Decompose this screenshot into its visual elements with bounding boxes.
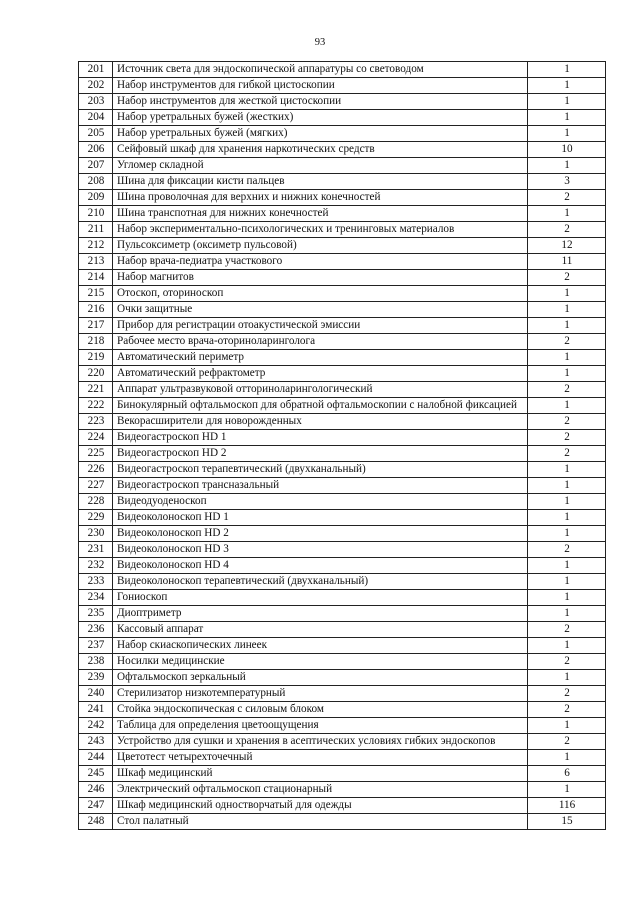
table-row xyxy=(79,158,606,174)
row-number: 238 xyxy=(79,654,113,670)
row-number: 243 xyxy=(79,734,113,750)
table-row xyxy=(79,286,606,302)
row-number: 233 xyxy=(79,574,113,590)
item-name: Набор скиаскопических линеек xyxy=(113,638,528,654)
item-name: Гониоскоп xyxy=(113,590,528,606)
item-name: Автоматический рефрактометр xyxy=(113,366,528,382)
row-number: 202 xyxy=(79,78,113,94)
item-name: Электрический офтальмоскоп стационарный xyxy=(113,782,528,798)
item-name: Офтальмоскоп зеркальный xyxy=(113,670,528,686)
table-row xyxy=(79,734,606,750)
row-number: 226 xyxy=(79,462,113,478)
table-row xyxy=(79,302,606,318)
item-name: Источник света для эндоскопической аппаратуры со световодом xyxy=(113,62,528,78)
item-quantity: 1 xyxy=(528,638,606,654)
item-quantity: 2 xyxy=(528,686,606,702)
item-quantity: 2 xyxy=(528,382,606,398)
equipment-table xyxy=(78,61,606,830)
table-row xyxy=(79,174,606,190)
row-number: 219 xyxy=(79,350,113,366)
item-quantity: 1 xyxy=(528,670,606,686)
table-row xyxy=(79,574,606,590)
item-quantity: 11 xyxy=(528,254,606,270)
row-number: 214 xyxy=(79,270,113,286)
row-number: 228 xyxy=(79,494,113,510)
item-quantity: 1 xyxy=(528,558,606,574)
row-number: 239 xyxy=(79,670,113,686)
item-quantity: 15 xyxy=(528,814,606,830)
item-name: Набор инструментов для жесткой цистоскопии xyxy=(113,94,528,110)
item-quantity: 2 xyxy=(528,430,606,446)
row-number: 203 xyxy=(79,94,113,110)
table-row xyxy=(79,654,606,670)
table-row xyxy=(79,542,606,558)
item-quantity: 1 xyxy=(528,206,606,222)
item-name: Видеогастроскоп HD 2 xyxy=(113,446,528,462)
row-number: 209 xyxy=(79,190,113,206)
table-row xyxy=(79,382,606,398)
item-name: Устройство для сушки и хранения в асептических условиях гибких эндоскопов xyxy=(113,734,528,750)
item-quantity: 1 xyxy=(528,110,606,126)
row-number: 245 xyxy=(79,766,113,782)
item-name: Автоматический периметр xyxy=(113,350,528,366)
row-number: 242 xyxy=(79,718,113,734)
table-row xyxy=(79,622,606,638)
item-quantity: 2 xyxy=(528,734,606,750)
row-number: 210 xyxy=(79,206,113,222)
table-row xyxy=(79,222,606,238)
table-row xyxy=(79,558,606,574)
item-quantity: 1 xyxy=(528,398,606,414)
item-quantity: 1 xyxy=(528,62,606,78)
item-name: Видеоколоноскоп терапевтический (двухканальный) xyxy=(113,574,528,590)
row-number: 236 xyxy=(79,622,113,638)
table-row xyxy=(79,366,606,382)
row-number: 201 xyxy=(79,62,113,78)
item-name: Видеоколоноскоп HD 1 xyxy=(113,510,528,526)
item-quantity: 1 xyxy=(528,718,606,734)
item-name: Шкаф медицинский одностворчатый для одежды xyxy=(113,798,528,814)
item-name: Набор инструментов для гибкой цистоскопии xyxy=(113,78,528,94)
item-quantity: 1 xyxy=(528,526,606,542)
table-row xyxy=(79,254,606,270)
table-row xyxy=(79,686,606,702)
item-name: Кассовый аппарат xyxy=(113,622,528,638)
item-name: Видеогастроскоп трансназальный xyxy=(113,478,528,494)
table-row xyxy=(79,334,606,350)
row-number: 229 xyxy=(79,510,113,526)
row-number: 212 xyxy=(79,238,113,254)
page-number: 93 xyxy=(314,37,326,48)
item-quantity: 1 xyxy=(528,78,606,94)
table-row xyxy=(79,142,606,158)
item-quantity: 1 xyxy=(528,606,606,622)
table-row xyxy=(79,126,606,142)
item-quantity: 1 xyxy=(528,782,606,798)
row-number: 222 xyxy=(79,398,113,414)
item-quantity: 1 xyxy=(528,350,606,366)
row-number: 218 xyxy=(79,334,113,350)
row-number: 241 xyxy=(79,702,113,718)
item-quantity: 1 xyxy=(528,510,606,526)
table-row xyxy=(79,94,606,110)
row-number: 204 xyxy=(79,110,113,126)
row-number: 231 xyxy=(79,542,113,558)
row-number: 248 xyxy=(79,814,113,830)
row-number: 235 xyxy=(79,606,113,622)
table-row xyxy=(79,350,606,366)
table-row xyxy=(79,766,606,782)
item-quantity: 1 xyxy=(528,366,606,382)
table-row xyxy=(79,270,606,286)
table-row xyxy=(79,190,606,206)
row-number: 206 xyxy=(79,142,113,158)
row-number: 240 xyxy=(79,686,113,702)
item-quantity: 1 xyxy=(528,302,606,318)
table-row xyxy=(79,318,606,334)
item-quantity: 1 xyxy=(528,318,606,334)
item-name: Видеогастроскоп терапевтический (двухканальный) xyxy=(113,462,528,478)
table-row xyxy=(79,414,606,430)
table-row xyxy=(79,238,606,254)
table-row xyxy=(79,638,606,654)
item-name: Рабочее место врача-оториноларинголога xyxy=(113,334,528,350)
item-quantity: 2 xyxy=(528,190,606,206)
item-quantity: 2 xyxy=(528,270,606,286)
row-number: 208 xyxy=(79,174,113,190)
item-quantity: 12 xyxy=(528,238,606,254)
table-row xyxy=(79,526,606,542)
item-name: Пульсоксиметр (оксиметр пульсовой) xyxy=(113,238,528,254)
item-quantity: 1 xyxy=(528,462,606,478)
item-quantity: 1 xyxy=(528,478,606,494)
table-row xyxy=(79,462,606,478)
item-name: Прибор для регистрации отоакустической эмиссии xyxy=(113,318,528,334)
item-quantity: 1 xyxy=(528,574,606,590)
item-quantity: 3 xyxy=(528,174,606,190)
table-row xyxy=(79,718,606,734)
item-name: Носилки медицинские xyxy=(113,654,528,670)
item-quantity: 2 xyxy=(528,222,606,238)
row-number: 223 xyxy=(79,414,113,430)
table-row xyxy=(79,430,606,446)
item-quantity: 2 xyxy=(528,446,606,462)
item-name: Отоскоп, оториноскоп xyxy=(113,286,528,302)
item-quantity: 1 xyxy=(528,126,606,142)
item-quantity: 10 xyxy=(528,142,606,158)
item-name: Шина транспотная для нижних конечностей xyxy=(113,206,528,222)
table-row xyxy=(79,478,606,494)
item-quantity: 1 xyxy=(528,94,606,110)
row-number: 246 xyxy=(79,782,113,798)
row-number: 213 xyxy=(79,254,113,270)
row-number: 234 xyxy=(79,590,113,606)
item-quantity: 2 xyxy=(528,542,606,558)
item-quantity: 1 xyxy=(528,590,606,606)
item-name: Шкаф медицинский xyxy=(113,766,528,782)
item-name: Бинокулярный офтальмоскоп для обратной офтальмоскопии с налобной фиксацией xyxy=(113,398,528,414)
item-name: Набор магнитов xyxy=(113,270,528,286)
row-number: 232 xyxy=(79,558,113,574)
table-row xyxy=(79,606,606,622)
table-row xyxy=(79,494,606,510)
row-number: 227 xyxy=(79,478,113,494)
item-name: Видеодуоденоскоп xyxy=(113,494,528,510)
item-name: Очки защитные xyxy=(113,302,528,318)
table-row xyxy=(79,446,606,462)
item-name: Таблица для определения цветоощущения xyxy=(113,718,528,734)
row-number: 205 xyxy=(79,126,113,142)
item-quantity: 116 xyxy=(528,798,606,814)
row-number: 247 xyxy=(79,798,113,814)
item-quantity: 2 xyxy=(528,414,606,430)
table-row xyxy=(79,798,606,814)
item-name: Набор врача-педиатра участкового xyxy=(113,254,528,270)
item-name: Сейфовый шкаф для хранения наркотических средств xyxy=(113,142,528,158)
item-name: Стойка эндоскопическая с силовым блоком xyxy=(113,702,528,718)
item-quantity: 1 xyxy=(528,494,606,510)
item-name: Шина проволочная для верхних и нижних конечностей xyxy=(113,190,528,206)
item-name: Видеогастроскоп HD 1 xyxy=(113,430,528,446)
item-quantity: 2 xyxy=(528,702,606,718)
item-quantity: 1 xyxy=(528,750,606,766)
table-row xyxy=(79,110,606,126)
item-name: Стол палатный xyxy=(113,814,528,830)
table-row xyxy=(79,782,606,798)
table-row xyxy=(79,814,606,830)
item-name: Видеоколоноскоп HD 2 xyxy=(113,526,528,542)
item-name: Видеоколоноскоп HD 4 xyxy=(113,558,528,574)
row-number: 216 xyxy=(79,302,113,318)
row-number: 224 xyxy=(79,430,113,446)
row-number: 215 xyxy=(79,286,113,302)
row-number: 211 xyxy=(79,222,113,238)
row-number: 225 xyxy=(79,446,113,462)
item-name: Набор уретральных бужей (жестких) xyxy=(113,110,528,126)
table-row xyxy=(79,590,606,606)
row-number: 237 xyxy=(79,638,113,654)
item-quantity: 2 xyxy=(528,334,606,350)
table-row xyxy=(79,510,606,526)
table-row xyxy=(79,398,606,414)
item-name: Векорасширители для новорожденных xyxy=(113,414,528,430)
item-name: Стерилизатор низкотемпературный xyxy=(113,686,528,702)
table-row xyxy=(79,702,606,718)
item-name: Набор уретральных бужей (мягких) xyxy=(113,126,528,142)
row-number: 221 xyxy=(79,382,113,398)
item-name: Аппарат ультразвуковой отториноларингологический xyxy=(113,382,528,398)
item-name: Диоптриметр xyxy=(113,606,528,622)
item-name: Видеоколоноскоп HD 3 xyxy=(113,542,528,558)
item-name: Угломер складной xyxy=(113,158,528,174)
item-quantity: 1 xyxy=(528,158,606,174)
table-row xyxy=(79,670,606,686)
item-quantity: 2 xyxy=(528,654,606,670)
item-name: Набор экспериментально-психологических и тренинговых материалов xyxy=(113,222,528,238)
table-row xyxy=(79,78,606,94)
row-number: 230 xyxy=(79,526,113,542)
item-name: Цветотест четырехточечный xyxy=(113,750,528,766)
item-quantity: 1 xyxy=(528,286,606,302)
table-row xyxy=(79,750,606,766)
row-number: 220 xyxy=(79,366,113,382)
table-row xyxy=(79,62,606,78)
item-name: Шина для фиксации кисти пальцев xyxy=(113,174,528,190)
item-quantity: 2 xyxy=(528,622,606,638)
item-quantity: 6 xyxy=(528,766,606,782)
row-number: 244 xyxy=(79,750,113,766)
row-number: 217 xyxy=(79,318,113,334)
row-number: 207 xyxy=(79,158,113,174)
table-row xyxy=(79,206,606,222)
